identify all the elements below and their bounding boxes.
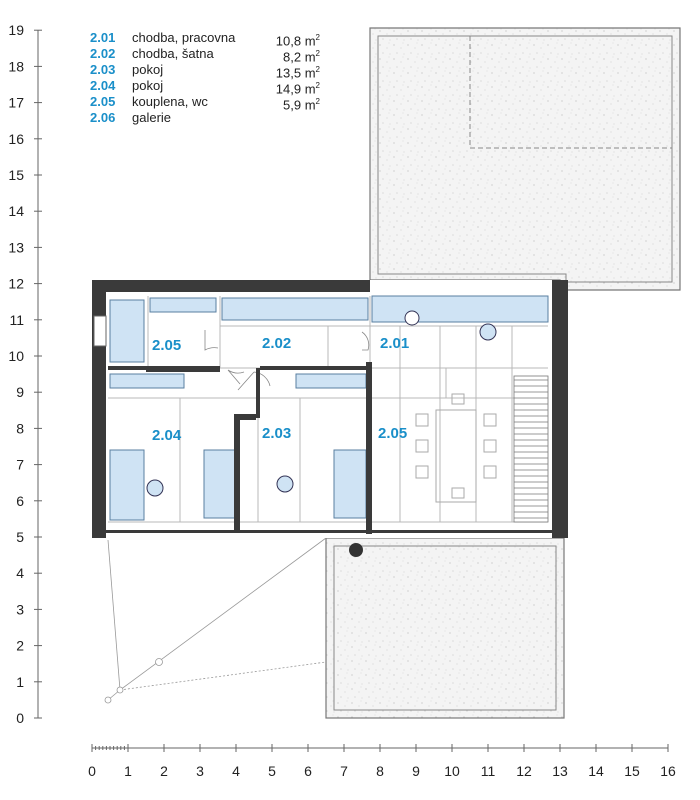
x-tick-label: 8 bbox=[376, 763, 384, 779]
legend-code: 2.03 bbox=[90, 62, 116, 77]
x-tick-label: 1 bbox=[124, 763, 132, 779]
x-tick-label: 15 bbox=[624, 763, 640, 779]
legend-area-exponent: 2 bbox=[315, 49, 320, 58]
legend-code: 2.01 bbox=[90, 30, 116, 45]
y-tick-label: 17 bbox=[8, 94, 24, 111]
legend-row bbox=[90, 30, 320, 49]
y-tick-label: 12 bbox=[8, 275, 24, 292]
y-axis bbox=[8, 22, 42, 726]
wardrobe-204 bbox=[110, 374, 184, 388]
lower-terrace bbox=[326, 538, 564, 718]
x-axis bbox=[88, 744, 676, 779]
x-tick-label: 7 bbox=[340, 763, 348, 779]
x-tick-label: 5 bbox=[268, 763, 276, 779]
x-tick-label: 12 bbox=[516, 763, 532, 779]
x-tick-label: 6 bbox=[304, 763, 312, 779]
x-tick-label: 2 bbox=[160, 763, 168, 779]
y-tick-label: 8 bbox=[16, 420, 24, 437]
legend-area-exponent: 2 bbox=[315, 97, 320, 106]
x-tick-label: 4 bbox=[232, 763, 240, 779]
y-tick-label: 11 bbox=[9, 311, 24, 328]
legend-row bbox=[90, 62, 320, 81]
x-tick-label: 3 bbox=[196, 763, 204, 779]
legend-code: 2.06 bbox=[90, 110, 116, 125]
room-tag-2-05-hall: 2.05 bbox=[378, 425, 408, 442]
y-tick-label: 14 bbox=[8, 203, 24, 220]
y-tick-label: 13 bbox=[8, 239, 24, 256]
staircase bbox=[514, 376, 548, 522]
legend-area-exponent: 2 bbox=[315, 65, 320, 74]
y-tick-label: 5 bbox=[16, 529, 24, 545]
legend-row bbox=[90, 46, 320, 65]
vanity bbox=[150, 298, 216, 312]
y-tick-label: 4 bbox=[16, 565, 24, 582]
desk-204 bbox=[110, 450, 144, 520]
x-tick-label: 11 bbox=[480, 763, 496, 779]
bed-204 bbox=[204, 450, 236, 518]
legend-room-name: pokoj bbox=[132, 78, 164, 93]
legend-room-name: pokoj bbox=[132, 62, 164, 77]
x-tick-label: 14 bbox=[588, 763, 604, 779]
y-tick-label: 7 bbox=[16, 456, 24, 473]
legend-room-name: chodba, šatna bbox=[132, 46, 214, 61]
y-tick-label: 19 bbox=[8, 22, 24, 39]
y-tick-label: 0 bbox=[16, 710, 24, 726]
window bbox=[94, 316, 106, 346]
room-tag-2-01: 2.01 bbox=[380, 335, 410, 352]
bathtub bbox=[110, 300, 144, 362]
legend-area-value: 10,8 m bbox=[275, 33, 316, 49]
y-tick-label: 3 bbox=[16, 601, 24, 618]
x-tick-label: 16 bbox=[660, 763, 676, 779]
legend-area-value: 5,9 m bbox=[283, 97, 316, 113]
downpipe-icon bbox=[349, 543, 363, 557]
x-tick-label: 10 bbox=[444, 763, 460, 779]
legend-row bbox=[90, 78, 320, 97]
y-tick-label: 9 bbox=[16, 384, 24, 401]
legend-row bbox=[90, 94, 320, 113]
room-tag-2-02: 2.02 bbox=[262, 335, 292, 352]
legend-area-exponent: 2 bbox=[315, 33, 320, 42]
room-legend bbox=[90, 30, 320, 126]
room-tag-2-03: 2.03 bbox=[262, 425, 292, 442]
y-tick-label: 10 bbox=[8, 348, 24, 364]
y-tick-label: 15 bbox=[8, 167, 24, 183]
y-tick-label: 16 bbox=[8, 130, 24, 147]
legend-area-value: 14,9 m bbox=[275, 81, 316, 97]
legend-code: 2.05 bbox=[90, 94, 116, 109]
x-tick-label: 9 bbox=[412, 763, 420, 779]
upper-terrace bbox=[370, 28, 680, 290]
legend-room-name: chodba, pracovna bbox=[132, 30, 236, 45]
desk-201 bbox=[372, 296, 548, 322]
legend-room-name: kouplena, wc bbox=[132, 94, 208, 109]
legend-code: 2.04 bbox=[90, 78, 116, 93]
legend-area-value: 8,2 m bbox=[283, 49, 316, 65]
y-tick-label: 2 bbox=[16, 637, 24, 654]
legend-area-value: 13,5 m bbox=[275, 65, 316, 81]
guide-lines bbox=[105, 538, 326, 703]
wardrobe-203 bbox=[296, 374, 366, 388]
x-tick-label: 0 bbox=[88, 763, 96, 779]
legend-room-name: galerie bbox=[132, 110, 172, 125]
wardrobe-202 bbox=[222, 298, 368, 320]
legend-area-exponent: 2 bbox=[315, 81, 320, 90]
legend-code: 2.02 bbox=[90, 46, 116, 61]
bed-203 bbox=[334, 450, 366, 518]
room-tag-2-05-bath: 2.05 bbox=[152, 337, 182, 354]
y-tick-label: 18 bbox=[8, 58, 24, 75]
legend-row bbox=[90, 110, 320, 126]
room-tag-2-04: 2.04 bbox=[152, 427, 182, 444]
y-tick-label: 6 bbox=[16, 492, 24, 509]
x-tick-label: 13 bbox=[552, 763, 568, 779]
y-tick-label: 1 bbox=[16, 673, 24, 690]
